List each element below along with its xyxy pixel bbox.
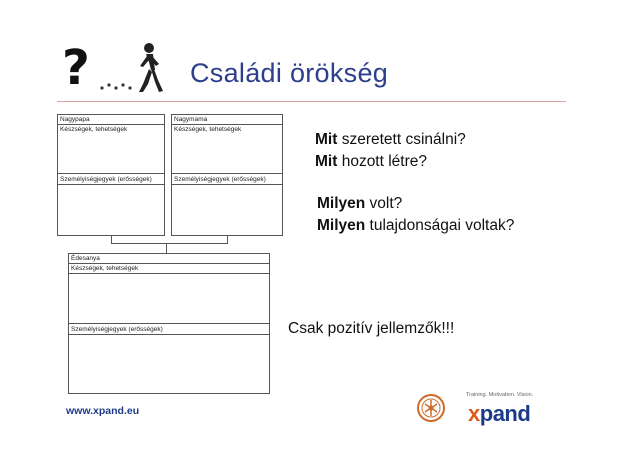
svg-text:?: ?: [62, 40, 90, 92]
mother-box: [68, 253, 270, 394]
footprints-icon: [98, 78, 134, 92]
seal-logo-icon: [416, 393, 446, 423]
grandfather-skills-label: Készségek, tehetségek: [60, 126, 128, 133]
question-mark-icon: [60, 40, 100, 92]
xpand-logo: xpand: [468, 401, 531, 426]
question-2: Mit hozott létre?: [315, 153, 427, 170]
grandmother-traits-label: Személyiségjegyek (erősségek): [172, 173, 282, 185]
website-link[interactable]: www.xpand.eu: [66, 405, 140, 417]
xpand-tagline: Training. Motivation. Vision.: [466, 392, 534, 398]
grandmother-box: [171, 114, 283, 236]
grandfather-title: Nagypapa: [58, 115, 164, 125]
page-title: Családi örökség: [190, 58, 389, 88]
mother-title: Édesanya: [69, 254, 269, 264]
grandmother-title: Nagymama: [172, 115, 282, 125]
grandfather-traits-label: Személyiségjegyek (erősségek): [58, 173, 164, 185]
title-divider: [57, 101, 566, 102]
walking-person-icon: [134, 42, 164, 94]
question-3: Milyen volt?: [317, 195, 403, 212]
positive-traits-note: Csak pozitív jellemzők!!!: [288, 320, 455, 337]
mother-skills-label: Készségek, tehetségek: [69, 264, 269, 274]
mother-connector: [166, 243, 167, 253]
question-4: Milyen tulajdonságai voltak?: [317, 217, 515, 234]
question-1: Mit szeretett csinálni?: [315, 131, 466, 148]
parents-connector-bar: [111, 243, 228, 244]
grandmother-skills-label: Készségek, tehetségek: [174, 126, 242, 133]
mother-traits-label: Személyiségjegyek (erősségek): [69, 323, 269, 335]
grandfather-box: [57, 114, 165, 236]
